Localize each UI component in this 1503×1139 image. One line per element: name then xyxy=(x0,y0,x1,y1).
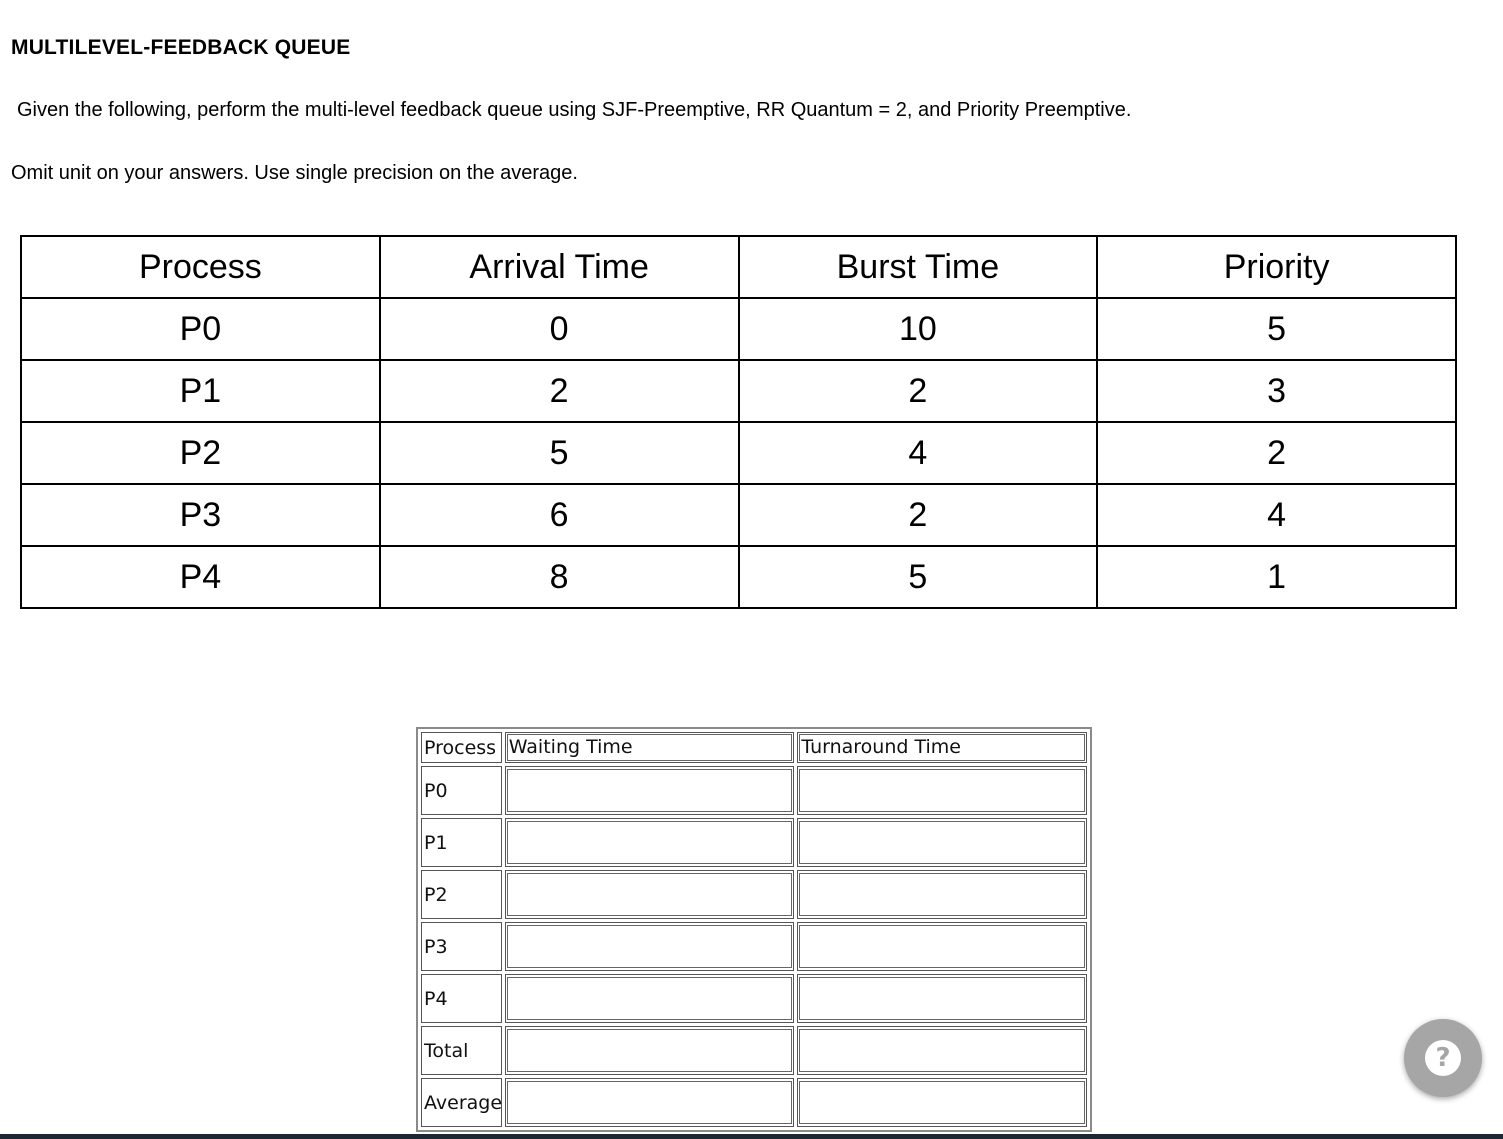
answer-table xyxy=(416,727,1092,1132)
turnaround-cell xyxy=(797,1078,1087,1127)
cell-arrival: 8 xyxy=(380,546,739,608)
p0-turnaround-time-input[interactable] xyxy=(799,769,1085,812)
waiting-cell xyxy=(505,1078,795,1127)
question-title: MULTILEVEL-FEEDBACK QUEUE xyxy=(11,36,351,59)
waiting-cell xyxy=(505,766,795,815)
answer-row-label: P0 xyxy=(421,766,502,815)
answer-header-row xyxy=(421,732,1087,763)
answer-row-label: P1 xyxy=(421,818,502,867)
answer-row-label: Average xyxy=(421,1078,502,1127)
answer-row-total xyxy=(421,1026,1087,1075)
given-row-p3 xyxy=(21,484,1456,546)
cell-priority: 3 xyxy=(1097,360,1456,422)
waiting-cell xyxy=(505,818,795,867)
answer-row-label: P4 xyxy=(421,974,502,1023)
answer-row-p2 xyxy=(421,870,1087,919)
given-row-p1 xyxy=(21,360,1456,422)
cell-burst: 10 xyxy=(739,298,1098,360)
cell-arrival: 2 xyxy=(380,360,739,422)
cell-burst: 4 xyxy=(739,422,1098,484)
cell-process: P4 xyxy=(21,546,380,608)
waiting-cell xyxy=(505,870,795,919)
given-row-p2 xyxy=(21,422,1456,484)
question-mark-icon: ? xyxy=(1425,1040,1461,1076)
average-turnaround-time-input[interactable] xyxy=(799,1081,1085,1124)
answer-row-label: Total xyxy=(421,1026,502,1075)
answer-header-waiting xyxy=(505,732,795,763)
p4-waiting-time-input[interactable] xyxy=(507,977,793,1020)
header-arrival-time: Arrival Time xyxy=(380,236,739,298)
p1-turnaround-time-input[interactable] xyxy=(799,821,1085,864)
header-process: Process xyxy=(21,236,380,298)
p2-turnaround-time-input[interactable] xyxy=(799,873,1085,916)
help-button[interactable] xyxy=(1404,1019,1482,1097)
answer-row-p0 xyxy=(421,766,1087,815)
waiting-cell xyxy=(505,1026,795,1075)
turnaround-cell xyxy=(797,922,1087,971)
cell-process: P1 xyxy=(21,360,380,422)
cell-priority: 2 xyxy=(1097,422,1456,484)
cell-priority: 5 xyxy=(1097,298,1456,360)
cell-process: P0 xyxy=(21,298,380,360)
answer-row-p4 xyxy=(421,974,1087,1023)
cell-arrival: 5 xyxy=(380,422,739,484)
cell-process: P3 xyxy=(21,484,380,546)
turnaround-time-label: Turnaround Time xyxy=(801,736,961,758)
p3-turnaround-time-input[interactable] xyxy=(799,925,1085,968)
given-header-row xyxy=(21,236,1456,298)
cell-priority: 1 xyxy=(1097,546,1456,608)
answer-row-label: P3 xyxy=(421,922,502,971)
waiting-cell xyxy=(505,922,795,971)
answer-row-p1 xyxy=(421,818,1087,867)
cell-arrival: 6 xyxy=(380,484,739,546)
bottom-bar xyxy=(0,1134,1503,1139)
answer-row-label: P2 xyxy=(421,870,502,919)
waiting-cell xyxy=(505,974,795,1023)
turnaround-cell xyxy=(797,1026,1087,1075)
total-waiting-time-input[interactable] xyxy=(507,1029,793,1072)
given-process-table xyxy=(20,235,1457,609)
answer-header-process: Process xyxy=(421,732,502,763)
p4-turnaround-time-input[interactable] xyxy=(799,977,1085,1020)
p3-waiting-time-input[interactable] xyxy=(507,925,793,968)
turnaround-cell xyxy=(797,818,1087,867)
turnaround-cell xyxy=(797,870,1087,919)
p2-waiting-time-input[interactable] xyxy=(507,873,793,916)
p1-waiting-time-input[interactable] xyxy=(507,821,793,864)
given-row-p4 xyxy=(21,546,1456,608)
header-burst-time: Burst Time xyxy=(739,236,1098,298)
cell-arrival: 0 xyxy=(380,298,739,360)
average-waiting-time-input[interactable] xyxy=(507,1081,793,1124)
question-note: Omit unit on your answers. Use single precision on the average. xyxy=(11,162,578,184)
answer-row-p3 xyxy=(421,922,1087,971)
cell-priority: 4 xyxy=(1097,484,1456,546)
given-row-p0 xyxy=(21,298,1456,360)
answer-header-turnaround xyxy=(797,732,1087,763)
cell-burst: 2 xyxy=(739,484,1098,546)
question-instruction: Given the following, perform the multi-level feedback queue using SJF-Preemptive, RR Quantum = 2, and Priority Preemptive. xyxy=(17,99,1132,121)
waiting-time-label: Waiting Time xyxy=(508,736,633,758)
total-turnaround-time-input[interactable] xyxy=(799,1029,1085,1072)
answer-row-average xyxy=(421,1078,1087,1127)
turnaround-cell xyxy=(797,974,1087,1023)
cell-burst: 5 xyxy=(739,546,1098,608)
cell-burst: 2 xyxy=(739,360,1098,422)
header-priority: Priority xyxy=(1097,236,1456,298)
cell-process: P2 xyxy=(21,422,380,484)
p0-waiting-time-input[interactable] xyxy=(507,769,793,812)
turnaround-cell xyxy=(797,766,1087,815)
